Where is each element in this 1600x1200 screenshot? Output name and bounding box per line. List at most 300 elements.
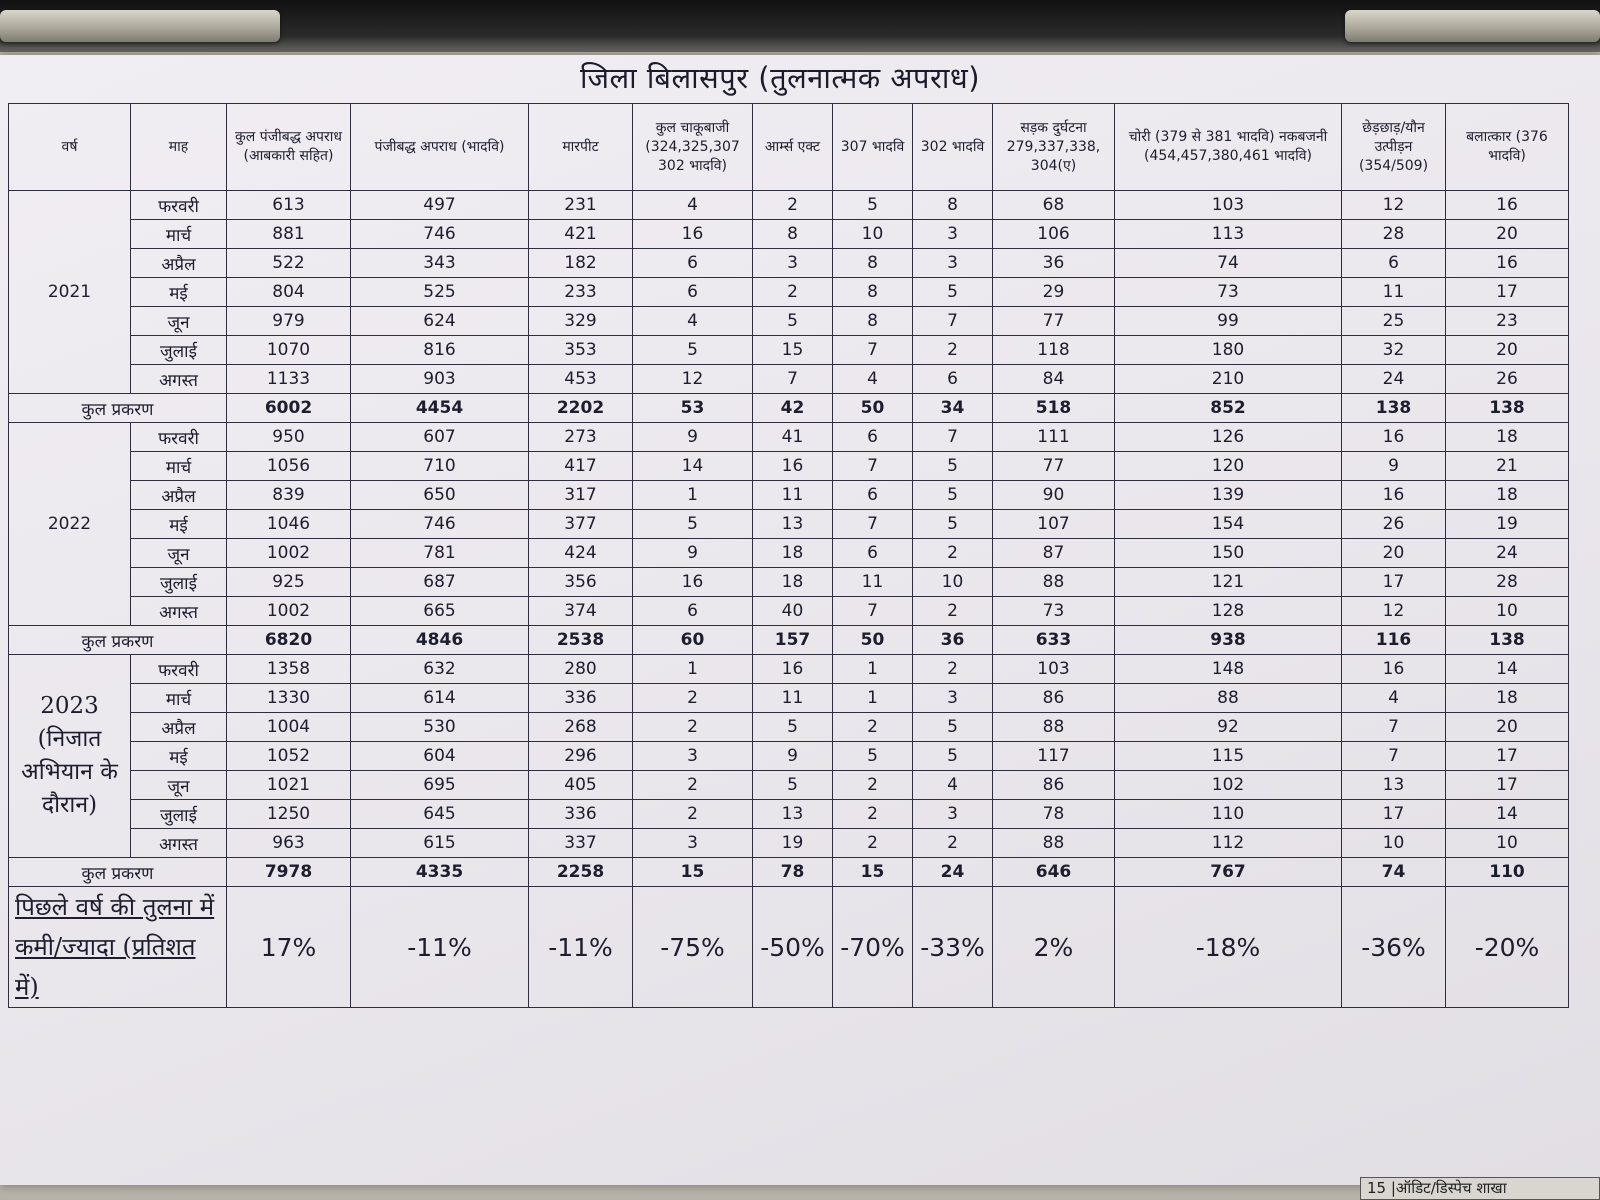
value-cell: 16 <box>1446 191 1569 220</box>
value-cell: 4 <box>913 771 993 800</box>
value-cell: 18 <box>753 568 833 597</box>
total-row <box>9 626 1569 655</box>
value-cell: 280 <box>529 655 633 684</box>
year-cell: 2021 <box>9 191 131 394</box>
month-cell: अप्रैल <box>131 713 227 742</box>
value-cell: 17 <box>1446 278 1569 307</box>
header-cell: बलात्कार (376 भादवि) <box>1446 104 1569 191</box>
value-cell: 950 <box>227 423 351 452</box>
month-cell: फरवरी <box>131 423 227 452</box>
total-value: 53 <box>633 394 753 423</box>
value-cell: 607 <box>351 423 529 452</box>
value-cell: 10 <box>833 220 913 249</box>
value-cell: 421 <box>529 220 633 249</box>
comparison-value: -11% <box>351 887 529 1008</box>
value-cell: 118 <box>993 336 1115 365</box>
month-cell: मई <box>131 510 227 539</box>
comparison-value: -11% <box>529 887 633 1008</box>
table-row <box>9 713 1569 742</box>
value-cell: 5 <box>913 742 993 771</box>
value-cell: 7 <box>913 423 993 452</box>
value-cell: 20 <box>1342 539 1446 568</box>
value-cell: 2 <box>913 655 993 684</box>
table-row <box>9 452 1569 481</box>
comparison-value: -36% <box>1342 887 1446 1008</box>
total-value: 74 <box>1342 858 1446 887</box>
value-cell: 231 <box>529 191 633 220</box>
value-cell: 84 <box>993 365 1115 394</box>
month-cell: अप्रैल <box>131 481 227 510</box>
value-cell: 7 <box>833 452 913 481</box>
value-cell: 1250 <box>227 800 351 829</box>
value-cell: 1046 <box>227 510 351 539</box>
table-row <box>9 655 1569 684</box>
value-cell: 816 <box>351 336 529 365</box>
table-row <box>9 307 1569 336</box>
value-cell: 6 <box>833 539 913 568</box>
month-cell: अगस्त <box>131 597 227 626</box>
comparison-label: पिछले वर्ष की तुलना में कमी/ज्यादा (प्रतिशत में) <box>9 887 227 1008</box>
value-cell: 210 <box>1115 365 1342 394</box>
value-cell: 12 <box>633 365 753 394</box>
header-cell: कुल पंजीबद्ध अपराध (आबकारी सहित) <box>227 104 351 191</box>
total-value: 110 <box>1446 858 1569 887</box>
value-cell: 14 <box>1446 655 1569 684</box>
value-cell: 32 <box>1342 336 1446 365</box>
value-cell: 979 <box>227 307 351 336</box>
value-cell: 16 <box>633 568 753 597</box>
total-label: कुल प्रकरण <box>9 858 227 887</box>
value-cell: 25 <box>1342 307 1446 336</box>
total-value: 518 <box>993 394 1115 423</box>
value-cell: 453 <box>529 365 633 394</box>
value-cell: 15 <box>753 336 833 365</box>
total-value: 34 <box>913 394 993 423</box>
binder-clip <box>0 0 1600 52</box>
value-cell: 16 <box>753 655 833 684</box>
value-cell: 6 <box>633 249 753 278</box>
value-cell: 3 <box>913 684 993 713</box>
value-cell: 18 <box>753 539 833 568</box>
header-cell: चोरी (379 से 381 भादवि) नकबजनी (454,457,380,461 भादवि) <box>1115 104 1342 191</box>
value-cell: 150 <box>1115 539 1342 568</box>
value-cell: 2 <box>913 539 993 568</box>
value-cell: 424 <box>529 539 633 568</box>
value-cell: 106 <box>993 220 1115 249</box>
table-body <box>9 191 1569 1008</box>
value-cell: 121 <box>1115 568 1342 597</box>
comparison-value: -33% <box>913 887 993 1008</box>
comparison-value: -70% <box>833 887 913 1008</box>
value-cell: 2 <box>633 800 753 829</box>
value-cell: 1 <box>833 684 913 713</box>
crime-comparison-table <box>8 103 1569 1008</box>
value-cell: 9 <box>1342 452 1446 481</box>
header-cell: माह <box>131 104 227 191</box>
value-cell: 5 <box>833 742 913 771</box>
month-cell: जुलाई <box>131 336 227 365</box>
value-cell: 3 <box>753 249 833 278</box>
value-cell: 40 <box>753 597 833 626</box>
value-cell: 26 <box>1342 510 1446 539</box>
value-cell: 11 <box>753 481 833 510</box>
value-cell: 374 <box>529 597 633 626</box>
value-cell: 112 <box>1115 829 1342 858</box>
value-cell: 1 <box>633 481 753 510</box>
value-cell: 18 <box>1446 684 1569 713</box>
value-cell: 1021 <box>227 771 351 800</box>
value-cell: 1070 <box>227 336 351 365</box>
value-cell: 695 <box>351 771 529 800</box>
value-cell: 317 <box>529 481 633 510</box>
value-cell: 881 <box>227 220 351 249</box>
value-cell: 29 <box>993 278 1115 307</box>
value-cell: 233 <box>529 278 633 307</box>
table-row <box>9 423 1569 452</box>
total-value: 50 <box>833 626 913 655</box>
value-cell: 18 <box>1446 481 1569 510</box>
table-row <box>9 684 1569 713</box>
value-cell: 7 <box>833 597 913 626</box>
value-cell: 20 <box>1446 713 1569 742</box>
comparison-value: 2% <box>993 887 1115 1008</box>
value-cell: 614 <box>351 684 529 713</box>
value-cell: 5 <box>633 336 753 365</box>
header-cell: 307 भादवि <box>833 104 913 191</box>
total-value: 15 <box>833 858 913 887</box>
total-value: 42 <box>753 394 833 423</box>
value-cell: 6 <box>633 597 753 626</box>
value-cell: 329 <box>529 307 633 336</box>
total-value: 938 <box>1115 626 1342 655</box>
value-cell: 1004 <box>227 713 351 742</box>
value-cell: 5 <box>913 713 993 742</box>
total-row <box>9 858 1569 887</box>
value-cell: 1330 <box>227 684 351 713</box>
value-cell: 665 <box>351 597 529 626</box>
value-cell: 5 <box>633 510 753 539</box>
table-row <box>9 220 1569 249</box>
value-cell: 925 <box>227 568 351 597</box>
value-cell: 28 <box>1342 220 1446 249</box>
comparison-value: -50% <box>753 887 833 1008</box>
value-cell: 336 <box>529 684 633 713</box>
month-cell: जून <box>131 539 227 568</box>
value-cell: 604 <box>351 742 529 771</box>
value-cell: 17 <box>1446 771 1569 800</box>
value-cell: 5 <box>753 307 833 336</box>
value-cell: 8 <box>753 220 833 249</box>
value-cell: 645 <box>351 800 529 829</box>
value-cell: 5 <box>833 191 913 220</box>
value-cell: 343 <box>351 249 529 278</box>
value-cell: 5 <box>913 510 993 539</box>
value-cell: 117 <box>993 742 1115 771</box>
total-value: 4335 <box>351 858 529 887</box>
header-cell: आर्म्स एक्ट <box>753 104 833 191</box>
value-cell: 8 <box>833 307 913 336</box>
value-cell: 16 <box>1342 481 1446 510</box>
value-cell: 77 <box>993 307 1115 336</box>
header-cell: मारपीट <box>529 104 633 191</box>
value-cell: 9 <box>633 539 753 568</box>
value-cell: 110 <box>1115 800 1342 829</box>
value-cell: 2 <box>913 597 993 626</box>
value-cell: 4 <box>1342 684 1446 713</box>
value-cell: 336 <box>529 800 633 829</box>
value-cell: 530 <box>351 713 529 742</box>
value-cell: 10 <box>1342 829 1446 858</box>
value-cell: 268 <box>529 713 633 742</box>
total-value: 2202 <box>529 394 633 423</box>
value-cell: 128 <box>1115 597 1342 626</box>
value-cell: 92 <box>1115 713 1342 742</box>
value-cell: 13 <box>1342 771 1446 800</box>
value-cell: 17 <box>1446 742 1569 771</box>
total-value: 6002 <box>227 394 351 423</box>
value-cell: 9 <box>633 423 753 452</box>
value-cell: 26 <box>1446 365 1569 394</box>
total-value: 2258 <box>529 858 633 887</box>
value-cell: 3 <box>633 742 753 771</box>
value-cell: 405 <box>529 771 633 800</box>
table-row <box>9 336 1569 365</box>
month-cell: अप्रैल <box>131 249 227 278</box>
table-row <box>9 278 1569 307</box>
value-cell: 19 <box>1446 510 1569 539</box>
value-cell: 139 <box>1115 481 1342 510</box>
total-value: 50 <box>833 394 913 423</box>
month-cell: जून <box>131 771 227 800</box>
table-row <box>9 597 1569 626</box>
total-row <box>9 394 1569 423</box>
comparison-value: -18% <box>1115 887 1342 1008</box>
total-value: 646 <box>993 858 1115 887</box>
value-cell: 5 <box>753 771 833 800</box>
total-value: 60 <box>633 626 753 655</box>
table-row <box>9 829 1569 858</box>
year-cell: 2023 (निजात अभियान के दौरान) <box>9 655 131 858</box>
value-cell: 13 <box>753 800 833 829</box>
table-row <box>9 539 1569 568</box>
value-cell: 2 <box>633 713 753 742</box>
value-cell: 2 <box>753 278 833 307</box>
value-cell: 21 <box>1446 452 1569 481</box>
value-cell: 23 <box>1446 307 1569 336</box>
value-cell: 3 <box>633 829 753 858</box>
value-cell: 1358 <box>227 655 351 684</box>
value-cell: 5 <box>913 278 993 307</box>
value-cell: 126 <box>1115 423 1342 452</box>
month-cell: मार्च <box>131 452 227 481</box>
value-cell: 377 <box>529 510 633 539</box>
total-value: 138 <box>1342 394 1446 423</box>
value-cell: 839 <box>227 481 351 510</box>
comparison-value: -20% <box>1446 887 1569 1008</box>
value-cell: 525 <box>351 278 529 307</box>
value-cell: 804 <box>227 278 351 307</box>
value-cell: 182 <box>529 249 633 278</box>
total-value: 2538 <box>529 626 633 655</box>
value-cell: 78 <box>993 800 1115 829</box>
total-value: 138 <box>1446 394 1569 423</box>
value-cell: 180 <box>1115 336 1342 365</box>
value-cell: 16 <box>1446 249 1569 278</box>
total-value: 138 <box>1446 626 1569 655</box>
value-cell: 8 <box>913 191 993 220</box>
value-cell: 7 <box>1342 742 1446 771</box>
value-cell: 12 <box>1342 597 1446 626</box>
value-cell: 2 <box>833 771 913 800</box>
value-cell: 88 <box>993 713 1115 742</box>
value-cell: 3 <box>913 220 993 249</box>
value-cell: 337 <box>529 829 633 858</box>
month-cell: मार्च <box>131 684 227 713</box>
value-cell: 746 <box>351 220 529 249</box>
total-value: 24 <box>913 858 993 887</box>
month-cell: मई <box>131 278 227 307</box>
value-cell: 746 <box>351 510 529 539</box>
table-row <box>9 249 1569 278</box>
value-cell: 36 <box>993 249 1115 278</box>
header-cell: 302 भादवि <box>913 104 993 191</box>
binder-hinge-right <box>1345 10 1600 42</box>
value-cell: 90 <box>993 481 1115 510</box>
comparison-value: -75% <box>633 887 753 1008</box>
value-cell: 19 <box>753 829 833 858</box>
footer-section-tag: 15 |ऑडिट/डिस्पेच शाखा <box>1360 1177 1600 1200</box>
value-cell: 6 <box>633 278 753 307</box>
header-cell: छेड़छाड़/यौन उत्पीड़न (354/509) <box>1342 104 1446 191</box>
total-value: 7978 <box>227 858 351 887</box>
total-value: 633 <box>993 626 1115 655</box>
value-cell: 1 <box>833 655 913 684</box>
total-value: 157 <box>753 626 833 655</box>
value-cell: 296 <box>529 742 633 771</box>
value-cell: 13 <box>753 510 833 539</box>
value-cell: 3 <box>913 249 993 278</box>
value-cell: 11 <box>753 684 833 713</box>
value-cell: 632 <box>351 655 529 684</box>
table-row <box>9 191 1569 220</box>
value-cell: 4 <box>633 307 753 336</box>
value-cell: 16 <box>633 220 753 249</box>
value-cell: 88 <box>993 829 1115 858</box>
value-cell: 687 <box>351 568 529 597</box>
value-cell: 148 <box>1115 655 1342 684</box>
total-value: 15 <box>633 858 753 887</box>
table-row <box>9 481 1569 510</box>
value-cell: 18 <box>1446 423 1569 452</box>
value-cell: 11 <box>1342 278 1446 307</box>
comparison-value: 17% <box>227 887 351 1008</box>
value-cell: 650 <box>351 481 529 510</box>
value-cell: 77 <box>993 452 1115 481</box>
table-row <box>9 568 1569 597</box>
value-cell: 107 <box>993 510 1115 539</box>
value-cell: 16 <box>1342 655 1446 684</box>
month-cell: जुलाई <box>131 800 227 829</box>
value-cell: 7 <box>1342 713 1446 742</box>
value-cell: 11 <box>833 568 913 597</box>
value-cell: 7 <box>833 336 913 365</box>
value-cell: 522 <box>227 249 351 278</box>
value-cell: 120 <box>1115 452 1342 481</box>
month-cell: जून <box>131 307 227 336</box>
month-cell: जुलाई <box>131 568 227 597</box>
total-value: 36 <box>913 626 993 655</box>
value-cell: 2 <box>913 336 993 365</box>
header-cell: कुल चाकूबाजी (324,325,307 302 भादवि) <box>633 104 753 191</box>
value-cell: 41 <box>753 423 833 452</box>
value-cell: 624 <box>351 307 529 336</box>
value-cell: 273 <box>529 423 633 452</box>
value-cell: 497 <box>351 191 529 220</box>
total-label: कुल प्रकरण <box>9 394 227 423</box>
value-cell: 20 <box>1446 336 1569 365</box>
value-cell: 2 <box>913 829 993 858</box>
value-cell: 73 <box>1115 278 1342 307</box>
value-cell: 73 <box>993 597 1115 626</box>
value-cell: 4 <box>833 365 913 394</box>
value-cell: 7 <box>753 365 833 394</box>
value-cell: 7 <box>913 307 993 336</box>
month-cell: फरवरी <box>131 191 227 220</box>
value-cell: 10 <box>1446 597 1569 626</box>
value-cell: 1002 <box>227 597 351 626</box>
value-cell: 6 <box>1342 249 1446 278</box>
value-cell: 10 <box>913 568 993 597</box>
total-value: 6820 <box>227 626 351 655</box>
value-cell: 4 <box>633 191 753 220</box>
value-cell: 2 <box>833 800 913 829</box>
value-cell: 963 <box>227 829 351 858</box>
value-cell: 710 <box>351 452 529 481</box>
value-cell: 24 <box>1446 539 1569 568</box>
value-cell: 7 <box>833 510 913 539</box>
value-cell: 86 <box>993 771 1115 800</box>
value-cell: 1002 <box>227 539 351 568</box>
value-cell: 903 <box>351 365 529 394</box>
value-cell: 353 <box>529 336 633 365</box>
month-cell: मार्च <box>131 220 227 249</box>
value-cell: 87 <box>993 539 1115 568</box>
value-cell: 613 <box>227 191 351 220</box>
value-cell: 28 <box>1446 568 1569 597</box>
total-value: 767 <box>1115 858 1342 887</box>
header-cell: वर्ष <box>9 104 131 191</box>
value-cell: 14 <box>633 452 753 481</box>
total-value: 852 <box>1115 394 1342 423</box>
value-cell: 2 <box>633 771 753 800</box>
month-cell: अगस्त <box>131 365 227 394</box>
value-cell: 5 <box>753 713 833 742</box>
value-cell: 17 <box>1342 568 1446 597</box>
value-cell: 2 <box>753 191 833 220</box>
value-cell: 16 <box>1342 423 1446 452</box>
value-cell: 111 <box>993 423 1115 452</box>
total-value: 4454 <box>351 394 529 423</box>
document-title: जिला बिलासपुर (तुलनात्मक अपराध) <box>579 61 981 95</box>
month-cell: मई <box>131 742 227 771</box>
value-cell: 5 <box>913 481 993 510</box>
value-cell: 5 <box>913 452 993 481</box>
table-row <box>9 771 1569 800</box>
total-value: 116 <box>1342 626 1446 655</box>
table-row <box>9 365 1569 394</box>
value-cell: 417 <box>529 452 633 481</box>
value-cell: 2 <box>833 713 913 742</box>
